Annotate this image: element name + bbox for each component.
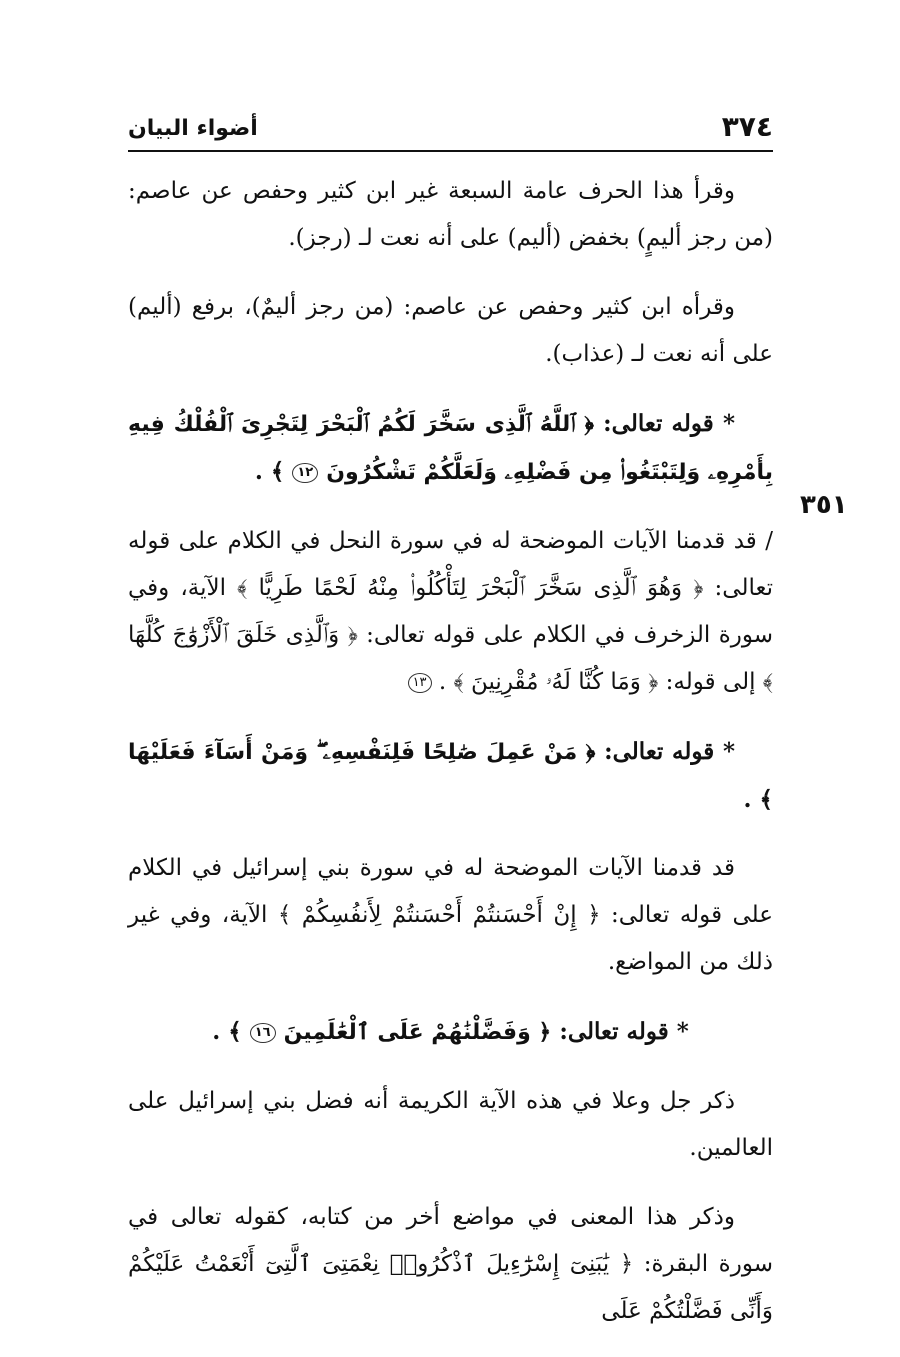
verse-heading: * قوله تعالى: ﴿ وَفَضَّلْنَٰهُمْ عَلَى ٱلْعَٰلَمِينَ ١٦ ﴾ . bbox=[212, 1018, 689, 1045]
paragraph: قد قدمنا الآيات الموضحة له في سورة بني إسرائيل في الكلام على قوله تعالى: ﴿ إِنْ أَحْسَنتُمْ أَحْسَنتُمْ لِأَنفُسِكُمْ ﴾ الآية، وفي غير ذلك من المواضع. bbox=[128, 855, 773, 975]
quran-verse: ﴿ وَفَضَّلْنَٰهُمْ عَلَى ٱلْعَٰلَمِينَ bbox=[283, 1020, 552, 1045]
verse-number: ١٦ bbox=[250, 1023, 276, 1043]
verse-number: ١٢ bbox=[292, 463, 318, 483]
margin-page-reference: ٣٥١ bbox=[800, 490, 848, 520]
verse-heading: * قوله تعالى: ﴿ ٱللَّهُ ٱلَّذِى سَخَّرَ لَكُمُ ٱلْبَحْرَ لِتَجْرِىَ ٱلْفُلْكُ فِيهِ بِأَمْرِهِۦ وَلِتَبْتَغُوا۟ مِن فَضْلِهِۦ وَلَعَلَّكُمْ تَشْكُرُونَ ١٢ ﴾ . bbox=[128, 410, 773, 485]
running-title: أضواء البيان bbox=[128, 116, 258, 141]
paragraph: / قد قدمنا الآيات الموضحة له في سورة النحل في الكلام على قوله تعالى: ﴿ وَهُوَ ٱلَّذِى سَخَّرَ ٱلْبَحْرَ لِتَأْكُلُوا۟ مِنْهُ لَحْمًا طَرِيًّا ﴾ الآية، وفي سورة الزخرف في الكلام على قوله تعالى: ﴿ وَٱلَّذِى خَلَقَ ٱلْأَزْوَٰجَ كُلَّهَا ﴾ إلى قوله: ﴿ وَمَا كُنَّا لَهُۥ مُقْرِنِينَ ﴾ . ١٣ bbox=[128, 528, 773, 695]
quran-verse: ﴿ ٱللَّهُ ٱلَّذِى سَخَّرَ لَكُمُ ٱلْبَحْرَ لِتَجْرِىَ ٱلْفُلْكُ فِيهِ بِأَمْرِهِۦ وَلِتَبْتَغُوا۟ مِن فَضْلِهِۦ وَلَعَلَّكُمْ تَشْكُرُونَ bbox=[128, 412, 773, 485]
page-header bbox=[128, 110, 773, 150]
paragraph: وقرأ هذا الحرف عامة السبعة غير ابن كثير وحفص عن عاصم: (من رجز أليمٍ) بخفض (أليم) على أنه نعت لـ (رجز). bbox=[128, 178, 773, 251]
header-rule bbox=[128, 150, 773, 152]
paragraph: وذكر هذا المعنى في مواضع أخر من كتابه، كقوله تعالى في سورة البقرة: ﴿ يَٰبَنِىٓ إِسْرَٰٓءِيلَ ٱذْكُرُوا۟ نِعْمَتِىَ ٱلَّتِىٓ أَنْعَمْتُ عَلَيْكُمْ وَأَنِّى فَضَّلْتُكُمْ عَلَى bbox=[128, 1204, 773, 1324]
paragraph: ذكر جل وعلا في هذه الآية الكريمة أنه فضل بني إسرائيل على العالمين. bbox=[128, 1088, 773, 1161]
verse-heading: * قوله تعالى: ﴿ مَنْ عَمِلَ صَٰلِحًا فَلِنَفْسِهِۦ ۖ وَمَنْ أَسَآءَ فَعَلَيْهَا ﴾ . bbox=[128, 738, 773, 813]
paragraph: وقرأه ابن كثير وحفص عن عاصم: (من رجز أليمٌ)، برفع (أليم) على أنه نعت لـ (عذاب). bbox=[128, 294, 773, 367]
page-body bbox=[128, 168, 773, 1357]
verse-number: ١٣ bbox=[408, 673, 432, 693]
page-number: ٣٧٤ bbox=[721, 110, 773, 143]
quran-verse: ﴿ مَنْ عَمِلَ صَٰلِحًا فَلِنَفْسِهِۦ ۖ وَمَنْ أَسَآءَ فَعَلَيْهَا bbox=[128, 740, 596, 765]
